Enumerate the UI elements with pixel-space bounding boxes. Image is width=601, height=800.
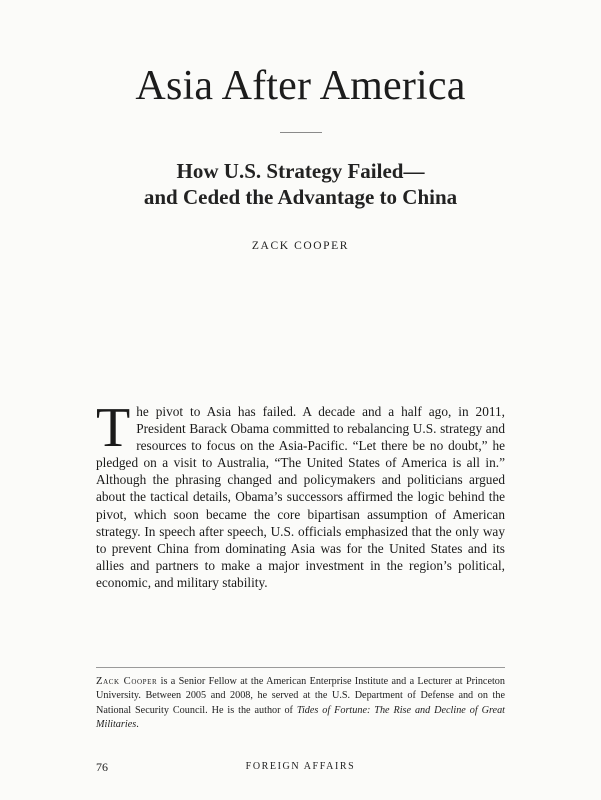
- article-body: [96, 397, 505, 591]
- body-paragraph: he pivot to Asia has failed. A decade and a half ago, in 2011, President Barack Obama committed to rebalancing U.S. strategy and resources to focus on the Asia-Pacific. “Let there be no doubt,” he pledged on a visit to Australia, “The United States of America is all in.” Although the phrasing changed and policymakers and politicians argued about the tactical details, Obama’s successors affirmed the logic behind the pivot, which soon became the core bipartisan assumption of American strategy. In speech after speech, U.S. officials emphasized that the only way to prevent China from dominating Asia was for the United States and its allies and partners to make a major investment in the region’s political, economic, and military stability.: [96, 404, 505, 590]
- page-number: 76: [96, 760, 108, 774]
- article-title: Asia After America: [135, 63, 466, 109]
- bio-divider: [96, 667, 505, 668]
- bio-book-title: Tides of Fortune: The Rise and Decline of Great Militaries: [96, 704, 505, 731]
- subtitle-line-1: How U.S. Strategy Failed—: [176, 159, 425, 183]
- title-divider: [280, 132, 322, 133]
- bio-text-1: is a Senior Fellow at the American Enterprise Institute and a Lecturer at Princeton University. Between 2005 and 2008, he served at the U.S. Department of Defense and on the National Security Council. He is the author of: [96, 676, 505, 716]
- subtitle-line-2: and Ceded the Advantage to China: [143, 185, 458, 209]
- drop-cap: T: [96, 397, 131, 459]
- author-byline: ZACK COOPER: [251, 240, 350, 252]
- bio-author-name: Zack Cooper: [96, 676, 158, 687]
- article-subtitle: [0, 158, 601, 210]
- publication-name: FOREIGN AFFAIRS: [245, 761, 356, 772]
- author-bio: [96, 675, 505, 733]
- bio-text-2: .: [136, 719, 139, 731]
